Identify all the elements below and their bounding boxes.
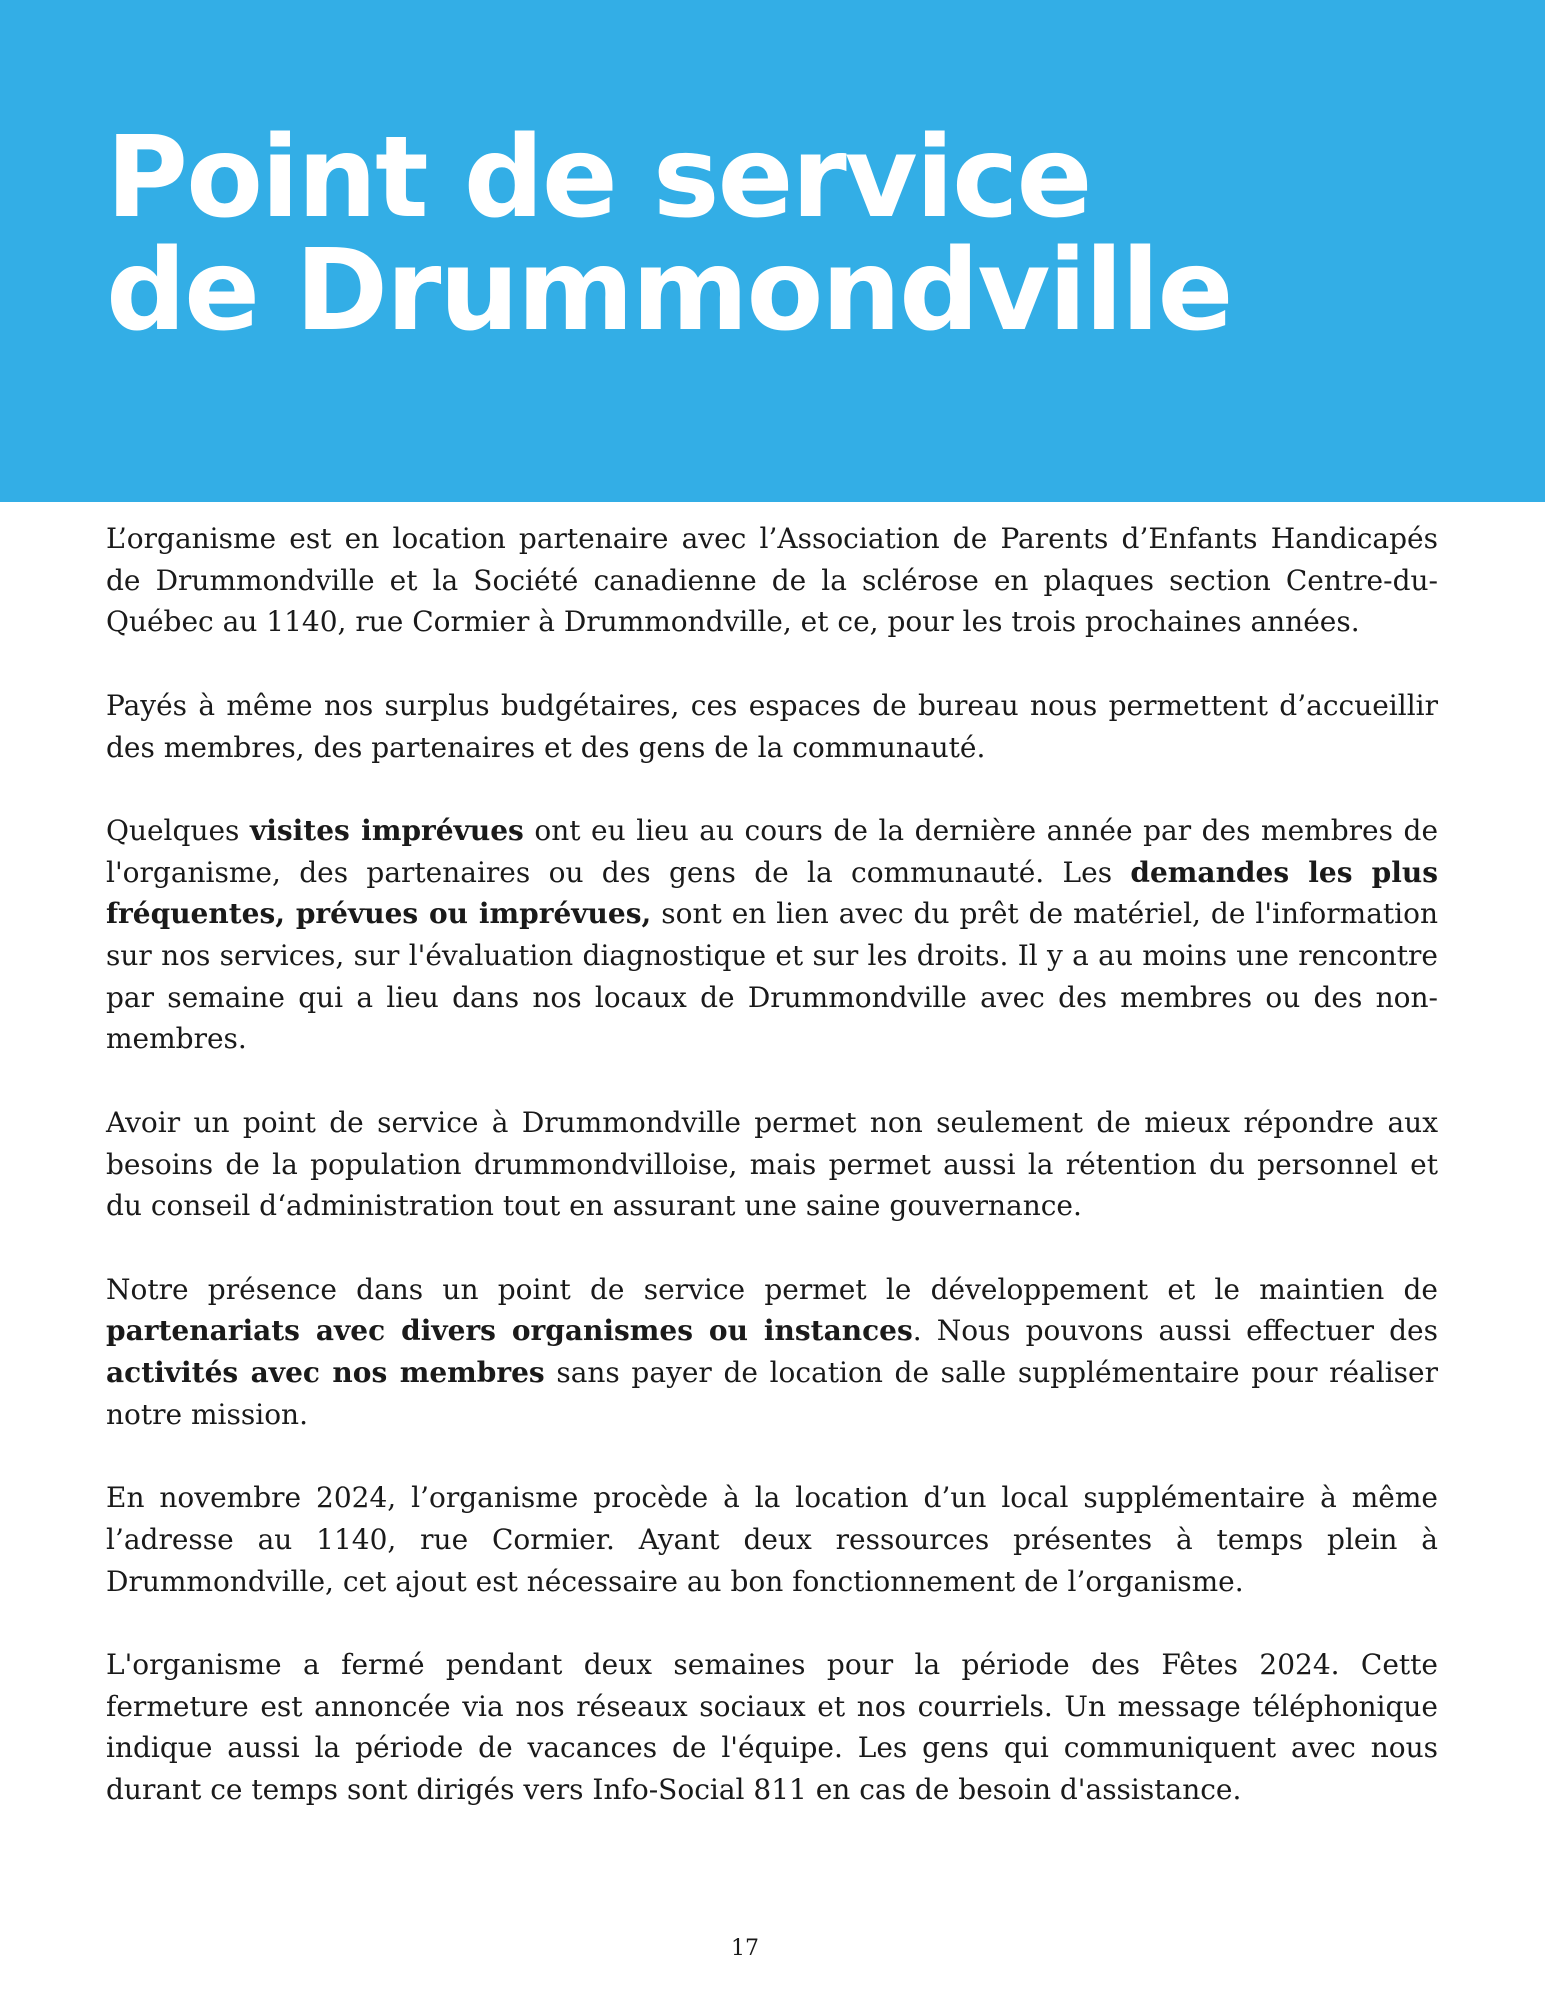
paragraph-budget: Payés à même nos surplus budgétaires, ces espaces de bureau nous permettent d’accueillir des membres, des partenaires et des gens de la communauté. — [106, 688, 1438, 764]
page-title-line-2: de Drummondville — [106, 226, 1232, 356]
paragraph-location: L’organisme est en location partenaire avec l’Association de Parents d’Enfants Handicapés de Drummondville et la Société canadienne de la sclérose en plaques section Centre-du-Québec au 1140, rue Cormier à Drummondville, et ce, pour les trois prochaines années. — [106, 522, 1438, 639]
bold-run: activités avec nos membres — [106, 1356, 545, 1389]
text-run: sont en lien avec du prêt de matériel, de l'information sur nos services, sur l'évaluation diagnostique et sur les droits. Il y a au moins une rencontre par semaine qui a lieu dans nos locaux de Drummondville avec des membres ou des non-membres. — [106, 897, 1438, 1056]
bold-run: demandes les plus fréquentes, prévues ou imprévues, — [106, 855, 1438, 931]
text-run: Quelques — [106, 813, 250, 847]
paragraph-new-office: En novembre 2024, l’organisme procède à la location d’un local supplémentaire à même l’adresse au 1140, rue Cormier. Ayant deux ressources présentes à temps plein à Drummondville, cet ajout est nécessaire au bon fonctionnement de l’organisme. — [106, 1481, 1438, 1598]
paragraph-partnerships — [106, 1269, 1438, 1436]
text-run: sans payer de location de salle supplémentaire pour réaliser notre mission. — [106, 1356, 1438, 1431]
page-number: 17 — [731, 1936, 759, 1961]
header-band — [0, 0, 1545, 502]
paragraph-visits — [106, 810, 1438, 1060]
bold-run: partenariats avec divers organismes ou instances — [106, 1314, 913, 1348]
text-run: . Nous pouvons aussi effectuer des — [912, 1314, 1438, 1348]
page-title-line-1: Point de service — [106, 113, 1091, 243]
paragraph-benefits: Avoir un point de service à Drummondville permet non seulement de mieux répondre aux besoins de la population drummondvilloise, mais permet aussi la rétention du personnel et du conseil d‘administration tout en assurant une saine gouvernance. — [106, 1105, 1438, 1223]
text-run: Notre présence dans un point de service permet le développement et le maintien de — [106, 1272, 1438, 1306]
body-text — [106, 518, 1438, 1852]
page-title — [106, 113, 1232, 356]
text-run: ont eu lieu au cours de la dernière année par des membres de l'organisme, des partenaires ou des gens de la communauté. Les — [106, 813, 1439, 889]
bold-run: visites imprévues — [249, 813, 524, 847]
paragraph-holidays: L'organisme a fermé pendant deux semaines pour la période des Fêtes 2024. Cette fermeture est annoncée via nos réseaux sociaux et nos courriels. Un message téléphonique indique aussi la période de vacances de l'équipe. Les gens qui communiquent avec nous durant ce temps sont dirigés vers Info-Social 811 en cas de besoin d'assistance. — [106, 1647, 1438, 1806]
